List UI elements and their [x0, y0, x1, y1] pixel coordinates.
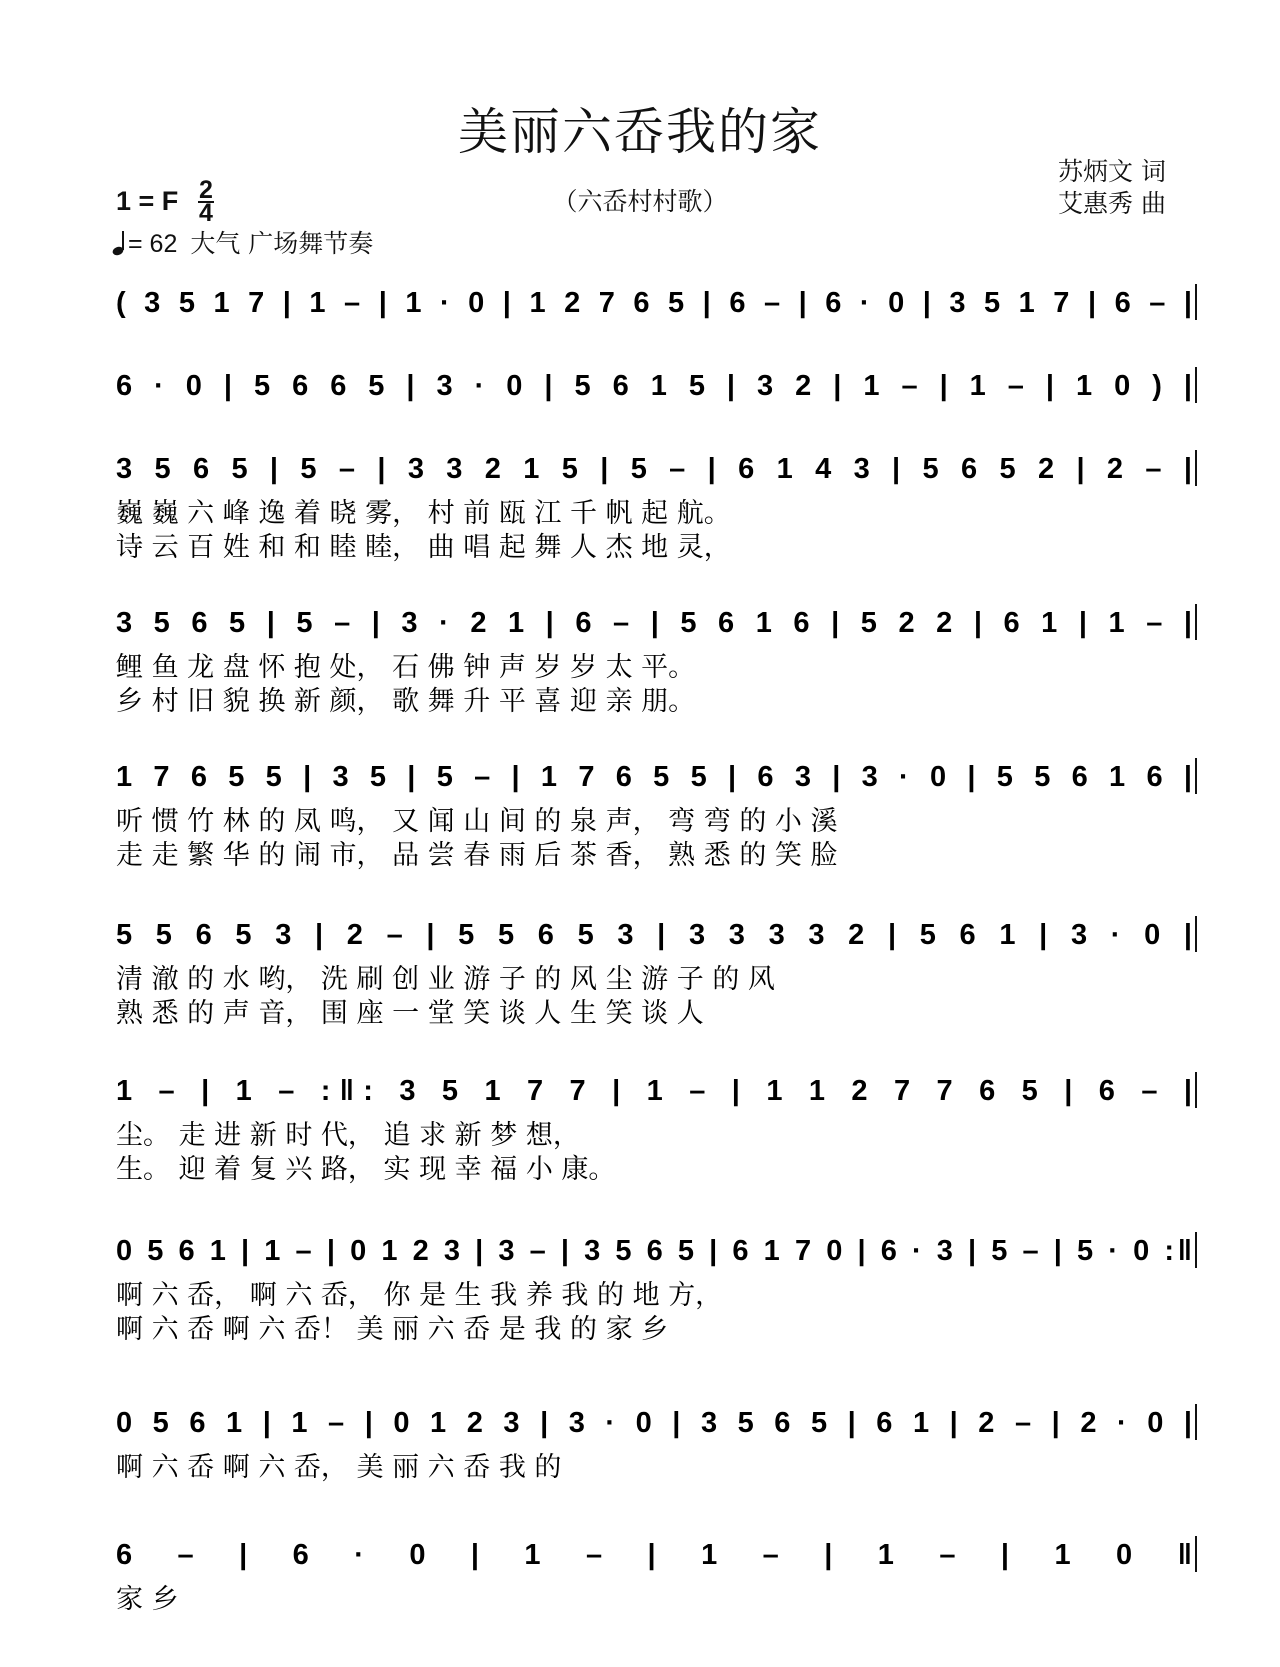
lyric-line: 啊 六 岙 啊 六 岙， 美 丽 六 岙 我 的: [116, 1452, 562, 1483]
score-system: [116, 758, 1196, 871]
notation-line: 1 7 6 5 5 | 3 5 | 5 – | 1 7 6 5 5 | 6 3 | 3 · 0 | 5 5 6 1 6 |: [116, 761, 1193, 793]
lyric-line: 巍 巍 六 峰 逸 着 晓 雾， 村 前 瓯 江 千 帆 起 航。: [116, 498, 731, 529]
notation-line: 0 5 6 1 | 1 – | 0 1 2 3 | 3 · 0 | 3 5 6 5 | 6 1 | 2 – | 2 · 0 |: [116, 1407, 1193, 1439]
lyric-line: 清 澈 的 水 哟， 洗 刷 创 业 游 子 的 风 尘 游 子 的 风: [116, 964, 775, 995]
lyric-line: 啊 六 岙 啊 六 岙！ 美 丽 六 岙 是 我 的 家 乡: [116, 1314, 669, 1345]
score-system: [116, 367, 1196, 403]
time-bottom: 4: [199, 199, 213, 227]
lyric-line: 听 惯 竹 林 的 凤 鸣， 又 闻 山 间 的 泉 声， 弯 弯 的 小 溪: [116, 806, 838, 837]
lyric-line: 尘。 走 进 新 时 代， 追 求 新 梦 想，: [116, 1120, 580, 1151]
notation-line: 0 5 6 1 | 1 – | 0 1 2 3 | 3 – | 3 5 6 5 | 6 1 7 0 | 6 · 3 | 5 – | 5 · 0 :‖: [116, 1235, 1193, 1267]
notation-line: 3 5 6 5 | 5 – | 3 3 2 1 5 | 5 – | 6 1 4 3 | 5 6 5 2 | 2 – |: [116, 453, 1193, 485]
score-system: [116, 1536, 1196, 1615]
score-system: [116, 916, 1196, 1029]
key-signature: 1 = F: [116, 186, 179, 216]
lyric-line: 家 乡: [116, 1584, 179, 1615]
lyric-line: 诗 云 百 姓 和 和 睦 睦， 曲 唱 起 舞 人 杰 地 灵，: [116, 532, 731, 563]
tempo-value: = 62: [128, 230, 178, 258]
score-system: [116, 604, 1196, 717]
score-system: [116, 450, 1196, 563]
notation-line: 3 5 6 5 | 5 – | 3 · 2 1 | 6 – | 5 6 1 6 | 5 2 2 | 6 1 | 1 – |: [116, 607, 1192, 639]
score-system: [116, 284, 1196, 320]
score-system: [116, 1404, 1196, 1483]
notation-line: 6 · 0 | 5 6 6 5 | 3 · 0 | 5 6 1 5 | 3 2 | 1 – | 1 – | 1 0 ) |: [116, 370, 1192, 402]
lyric-line: 熟 悉 的 声 音， 围 座 一 堂 笑 谈 人 生 笑 谈 人: [116, 998, 704, 1029]
score-system: [116, 1072, 1196, 1185]
lyric-line: 乡 村 旧 貌 换 新 颜， 歌 舞 升 平 喜 迎 亲 朋。: [116, 686, 696, 717]
notation-line: ( 3 5 1 7 | 1 – | 1 · 0 | 1 2 7 6 5 | 6 – | 6 · 0 | 3 5 1 7 | 6 – |: [116, 287, 1192, 319]
lyric-line: 啊 六 岙， 啊 六 岙， 你 是 生 我 养 我 的 地 方，: [116, 1280, 723, 1311]
lyricist-credit: 苏炳文 词: [1058, 157, 1166, 186]
composer-credit: 艾惠秀 曲: [1058, 189, 1166, 218]
notation-line: 5 5 6 5 3 | 2 – | 5 5 6 5 3 | 3 3 3 3 2 | 5 6 1 | 3 · 0 |: [116, 919, 1192, 951]
lyric-line: 走 走 繁 华 的 闹 市， 品 尝 春 雨 后 茶 香， 熟 悉 的 笑 脸: [116, 840, 838, 871]
lyric-line: 鲤 鱼 龙 盘 怀 抱 处， 石 佛 钟 声 岁 岁 太 平。: [116, 652, 696, 683]
song-subtitle: （六岙村村歌）: [552, 187, 728, 216]
song-title: 美丽六岙我的家: [458, 103, 822, 161]
notation-line: 1 – | 1 – :‖: 3 5 1 7 7 | 1 – | 1 1 2 7 7 6 5 | 6 – |: [116, 1075, 1192, 1107]
notation-line: 6 – | 6 · 0 | 1 – | 1 – | 1 – | 1 0 ‖: [116, 1539, 1193, 1571]
score-system: [116, 1232, 1196, 1345]
time-top: 2: [199, 176, 213, 204]
tempo-style: 大气 广场舞节奏: [190, 229, 374, 258]
lyric-line: 生。 迎 着 复 兴 路， 实 现 幸 福 小 康。: [116, 1154, 616, 1185]
